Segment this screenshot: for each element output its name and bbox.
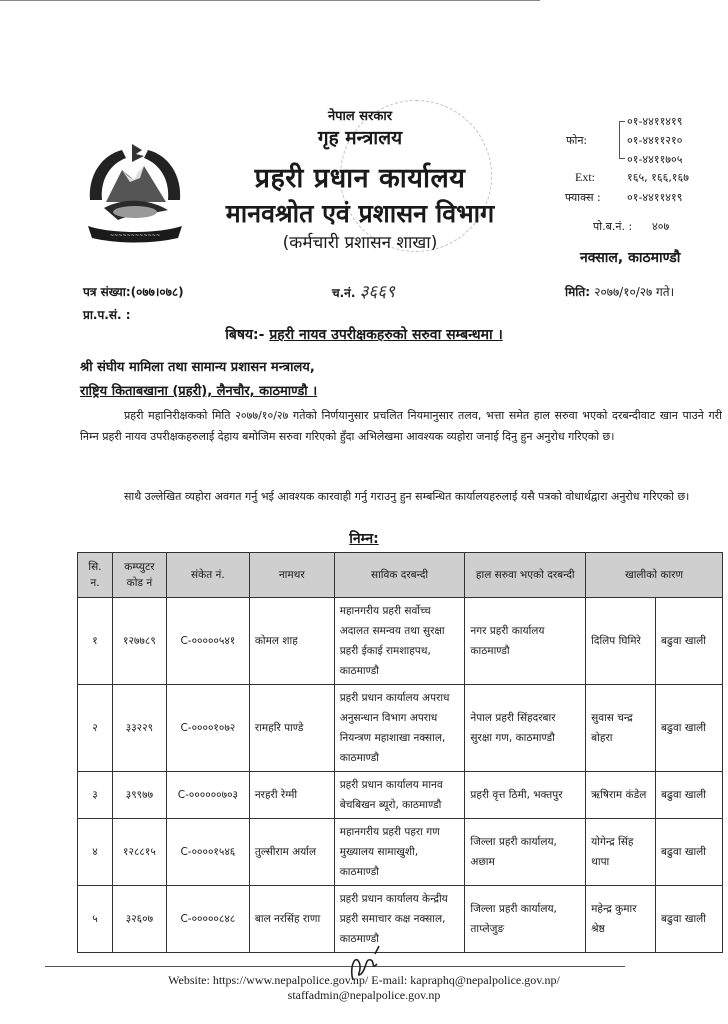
subject-label: बिषय:-	[225, 327, 265, 343]
dispatch-number	[332, 279, 395, 302]
cell-previous-post: महानगरीय प्रहरी पहरा गण मुख्यालय सामाखुशी, काठमाण्डौ	[334, 819, 465, 886]
cell-code: १२८८१५	[112, 819, 166, 886]
table-row	[78, 819, 723, 886]
office-address: नक्साल, काठमाण्डौ	[580, 250, 681, 266]
cell-code: ३३२२९	[112, 685, 166, 772]
body-paragraph-1: प्रहरी महानिरीक्षकको मिति २०७७/१०/२७ गतेको निर्णयानुसार प्रचलित नियमानुसार तलव, भत्ता समेत हाल सरुवा भएको दरबन्दीवाट खान पाउने गरी निम्न प्रहरी नायव उपरीक्षकहरुलाई देहाय बमोजिम सरुवा गरिएको हुँदा अभिलेखमा आवश्यक व्यहोरा जनाई दिनु हुन अनुरोध गरिएको छ।	[80, 409, 722, 443]
government-name: नेपाल सरकार	[327, 109, 393, 124]
footer-website-email: Website: https://www.nepalpolice.gov.np/ E-mail: kapraphq@nepalpolice.gov.np/	[168, 973, 560, 987]
body-paragraph-2: साथै उल्लेखित व्यहोरा अवगत गर्नु भई आवश्यक कारवाही गर्नु गराउनु हुन सम्बन्धित कार्यालयहरुलाई यसै पत्रको वोधार्थद्वारा अनुरोध गरिएको छ।	[124, 490, 690, 503]
phone-label: फोन:	[566, 134, 588, 147]
ext-label: Ext:	[575, 170, 595, 184]
cell-name: नरहरी रेग्मी	[249, 772, 334, 819]
cell-code: ३२६०७	[112, 886, 166, 953]
cell-symbol: C-०००००८४८	[166, 886, 249, 953]
cell-serial: १	[78, 598, 113, 685]
cell-vacated-by: सुवास चन्द्र बोहरा	[586, 685, 656, 772]
cell-serial: ३	[78, 772, 113, 819]
cell-reason: बढुवा खाली	[656, 886, 723, 953]
header-computer-code: कम्प्युटर कोड नं	[112, 553, 166, 598]
fax-label: फ्याक्स :	[565, 191, 601, 204]
footer-contact	[0, 973, 728, 1003]
table-row	[78, 886, 723, 953]
cell-previous-post: महानगरीय प्रहरी सर्वोच्च अदालत समन्वय तथा सुरक्षा प्रहरी ईकाई रामशाहपथ, काठमाण्डौ	[334, 598, 465, 685]
branch-name: (कर्मचारी प्रशासन शाखा)	[282, 233, 438, 253]
scan-edge-line	[0, 0, 540, 1]
letter-number	[83, 283, 184, 300]
cell-vacated-by: दिलिप घिमिरे	[586, 598, 656, 685]
list-heading: निम्न:	[349, 531, 379, 547]
ext-numbers: १६५, १६६,१६७	[627, 171, 689, 184]
cell-name: रामहरि पाण्डे	[249, 685, 334, 772]
office-name: प्रहरी प्रधान कार्यालय	[254, 163, 466, 194]
cell-code: १२७७८९	[112, 598, 166, 685]
footer-staff-email: staffadmin@nepalpolice.gov.np	[287, 988, 441, 1002]
cell-previous-post: प्रहरी प्रधान कार्यालय मानव बेचबिखन ब्यूरो, काठमाण्डौ	[334, 772, 465, 819]
transfer-table	[77, 552, 723, 953]
fax-number: ०१-४४११४१९	[627, 191, 683, 204]
table-row	[78, 685, 723, 772]
cell-vacated-by: योगेन्द्र सिंह थापा	[586, 819, 656, 886]
cell-name: कोमल शाह	[249, 598, 334, 685]
pobox-number: ४०७	[652, 220, 670, 233]
cell-new-post: जिल्ला प्रहरी कार्यालय, ताप्लेजुङ	[465, 886, 586, 953]
cell-new-post: प्रहरी वृत्त ठिमी, भक्तपुर	[465, 772, 586, 819]
phone-number-1: ०१-४४११४१९	[627, 115, 683, 128]
cell-symbol: C-०००००५४१	[166, 598, 249, 685]
header-previous-post: साविक दरबन्दी	[334, 553, 465, 598]
header-serial: सि. न.	[78, 553, 113, 598]
cell-symbol: C-००००१०७२	[166, 685, 249, 772]
dispatch-number-value: ३६६९	[359, 282, 395, 302]
cell-serial: ४	[78, 819, 113, 886]
cell-symbol: C-००००००७०३	[166, 772, 249, 819]
svg-text:~~~~~~~~~~~~: ~~~~~~~~~~~~	[109, 233, 161, 239]
phone-number-3: ०१-४४११७०५	[627, 153, 683, 166]
cell-vacated-by: महेन्द्र कुमार श्रेष्ठ	[586, 886, 656, 953]
table-row	[78, 772, 723, 819]
cell-symbol: C-००००१५४६	[166, 819, 249, 886]
cell-vacated-by: ऋषिराम कंडेल	[586, 772, 656, 819]
date-value: २०७७/१०/२७ गते।	[594, 285, 675, 299]
date-label: मिति:	[565, 285, 591, 299]
cell-reason: बढुवा खाली	[656, 685, 723, 772]
letter-date	[565, 283, 674, 300]
cell-new-post: नेपाल प्रहरी सिंहदरबार सुरक्षा गण, काठमाण्डौ	[465, 685, 586, 772]
footer-divider	[45, 966, 625, 967]
recipient-line-2: राष्ट्रिय किताबखाना (प्रहरी), लैनचौर, काठमाण्डौ ।	[80, 384, 318, 399]
cell-serial: २	[78, 685, 113, 772]
header-name: नामथर	[249, 553, 334, 598]
cell-new-post: नगर प्रहरी कार्यालय काठमाण्डौ	[465, 598, 586, 685]
cell-previous-post: प्रहरी प्रधान कार्यालय केन्द्रीय प्रहरी समाचार कक्ष नक्साल, काठमाण्डौ	[334, 886, 465, 953]
table-header-row	[78, 553, 723, 598]
cell-code: ३९९७७	[112, 772, 166, 819]
table-row	[78, 598, 723, 685]
header-symbol-number: संकेत नं.	[166, 553, 249, 598]
reference-label: प्रा.प.सं. :	[83, 308, 131, 322]
subject-line	[0, 325, 728, 344]
cell-reason: बढुवा खाली	[656, 819, 723, 886]
recipient-line-1: श्री संघीय मामिला तथा सामान्य प्रशासन मन्त्रालय,	[80, 360, 315, 375]
subject-text: प्रहरी नायव उपरीक्षकहरुको सरुवा सम्बन्धमा ।	[269, 327, 503, 343]
cell-serial: ५	[78, 886, 113, 953]
department-name: मानवश्रोत एवं प्रशासन विभाग	[225, 199, 495, 228]
phone-number-2: ०१-४४११२१०	[627, 134, 683, 147]
letter-number-label: पत्र संख्या:	[83, 285, 131, 299]
ministry-name: गृह मन्त्रालय	[317, 127, 403, 149]
letter-number-value: (०७७।०७८)	[130, 285, 184, 299]
cell-reason: बढुवा खाली	[656, 598, 723, 685]
cell-name: बाल नरसिंह राणा	[249, 886, 334, 953]
pobox-label: पो.ब.नं. :	[593, 220, 633, 233]
cell-name: तुल्सीराम अर्याल	[249, 819, 334, 886]
cell-previous-post: प्रहरी प्रधान कार्यालय अपराध अनुसन्धान विभाग अपराध नियन्त्रण महाशाखा नक्साल, काठमाण्डौ	[334, 685, 465, 772]
nepal-emblem-icon	[82, 140, 188, 248]
cell-new-post: जिल्ला प्रहरी कार्यालय, अछाम	[465, 819, 586, 886]
header-new-post: हाल सरुवा भएको दरबन्दी	[465, 553, 586, 598]
phone-brace	[619, 121, 625, 159]
header-vacancy-reason: खालीको कारण	[586, 553, 723, 598]
dispatch-number-label: च.नं.	[332, 286, 356, 300]
cell-reason: बढुवा खाली	[656, 772, 723, 819]
